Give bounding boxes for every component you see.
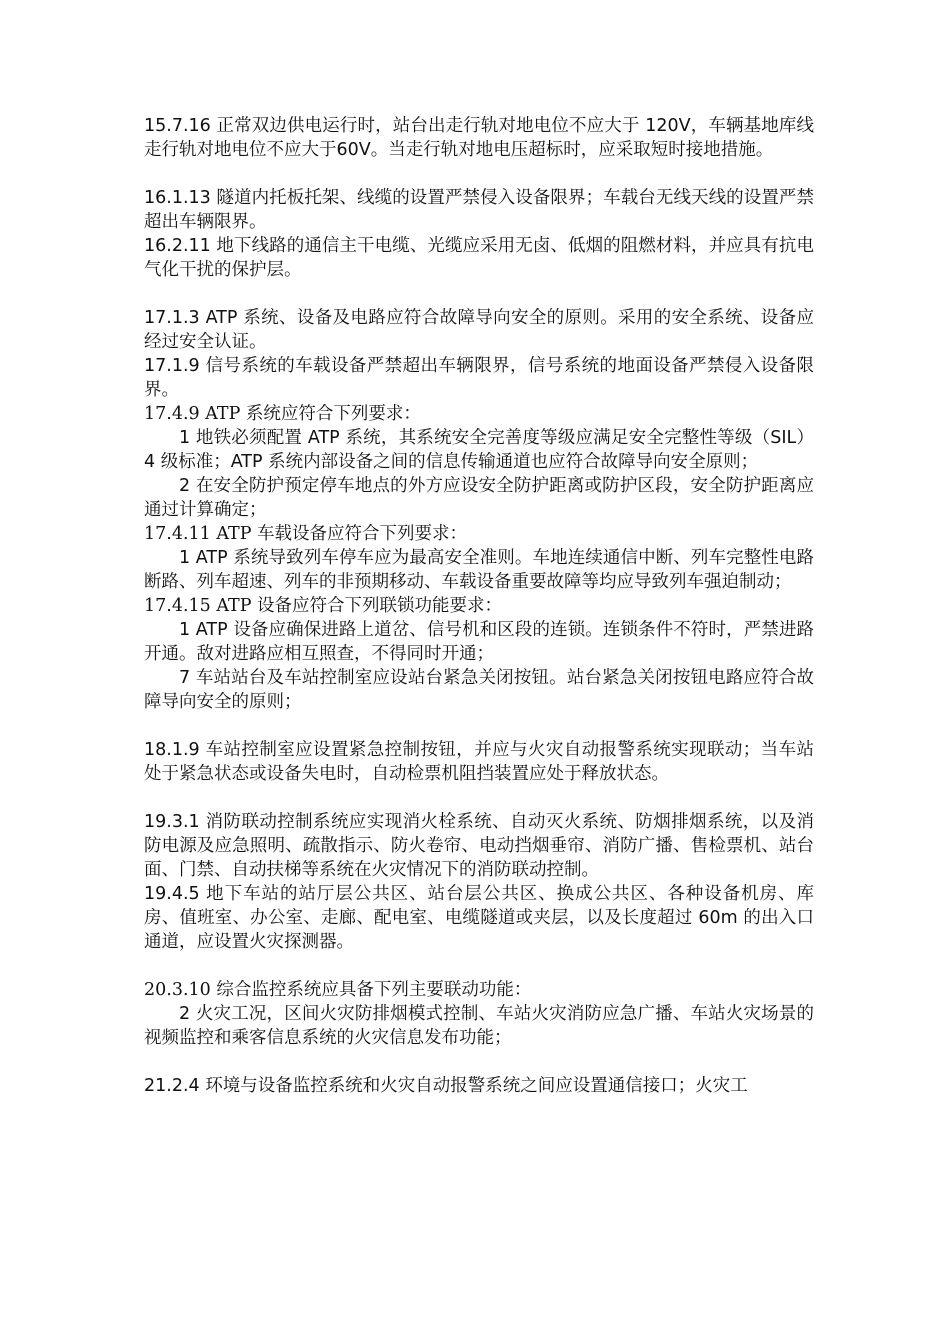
clause-18-1-9: 18.1.9 车站控制室应设置紧急控制按钮，并应与火灾自动报警系统实现联动；当车站处于紧急状态或设备失电时，自动检票机阻挡装置应处于释放状态。 xyxy=(144,740,814,784)
section-19 xyxy=(144,810,814,954)
clause-17-4-15: 17.4.15 ATP 设备应符合下列联锁功能要求： xyxy=(144,596,503,616)
clause-16-2-11: 16.2.11 地下线路的通信主干电缆、光缆应采用无卤、低烟的阻燃材料，并应具有抗电气化干扰的保护层。 xyxy=(144,236,814,280)
clause-17-4-15-item-1: 1 ATP 设备应确保进路上道岔、信号机和区段的连锁。连锁条件不符时，严禁进路开通。敌对进路应相互照查，不得同时开通； xyxy=(144,620,814,664)
section-17 xyxy=(144,306,814,714)
section-16 xyxy=(144,186,814,282)
section-20 xyxy=(144,978,814,1050)
clause-19-3-1: 19.3.1 消防联动控制系统应实现消火栓系统、自动灭火系统、防烟排烟系统，以及消防电源及应急照明、疏散指示、防火卷帘、电动挡烟垂帘、消防广播、售检票机、站台面、门禁、自动扶梯等系统在火灾情况下的消防联动控制。 xyxy=(144,812,814,880)
section-18 xyxy=(144,738,814,786)
clause-17-4-9-item-2: 2 在安全防护预定停车地点的外方应设安全防护距离或防护区段，安全防护距离应通过计算确定； xyxy=(144,476,814,520)
section-15 xyxy=(144,114,814,162)
clause-19-4-5: 19.4.5 地下车站的站厅层公共区、站台层公共区、换成公共区、各种设备机房、库房、值班室、办公室、走廊、配电室、电缆隧道或夹层，以及长度超过 60m 的出入口通道，应设置火灾探测器。 xyxy=(144,884,814,952)
clause-17-4-11-item-1: 1 ATP 系统导致列车停车应为最高安全准则。车地连续通信中断、列车完整性电路断路、列车超速、列车的非预期移动、车载设备重要故障等均应导致列车强迫制动； xyxy=(144,548,814,592)
clause-17-4-11: 17.4.11 ATP 车载设备应符合下列要求： xyxy=(144,524,468,544)
clause-20-3-10: 20.3.10 综合监控系统应具备下列主要联动功能： xyxy=(144,980,532,1000)
clause-17-1-3: 17.1.3 ATP 系统、设备及电路应符合故障导向安全的原则。采用的安全系统、设备应经过安全认证。 xyxy=(144,308,814,352)
clause-20-3-10-item-2: 2 火灾工况，区间火灾防排烟模式控制、车站火灾消防应急广播、车站火灾场景的视频监控和乘客信息系统的火灾信息发布功能； xyxy=(144,1004,814,1048)
clause-17-1-9: 17.1.9 信号系统的车载设备严禁超出车辆限界，信号系统的地面设备严禁侵入设备限界。 xyxy=(144,356,814,400)
clause-15-7-16: 15.7.16 正常双边供电运行时，站台出走行轨对地电位不应大于 120V，车辆基地库线走行轨对地电位不应大于60V。当走行轨对地电压超标时，应采取短时接地措施。 xyxy=(144,116,814,160)
clause-21-2-4: 21.2.4 环境与设备监控系统和火灾自动报警系统之间应设置通信接口；火灾工 xyxy=(144,1076,748,1096)
document-body xyxy=(144,114,814,1122)
clause-17-4-15-item-7: 7 车站站台及车站控制室应设站台紧急关闭按钮。站台紧急关闭按钮电路应符合故障导向安全的原则； xyxy=(144,668,814,712)
clause-16-1-13: 16.1.13 隧道内托板托架、线缆的设置严禁侵入设备限界；车载台无线天线的设置严禁超出车辆限界。 xyxy=(144,188,814,232)
clause-17-4-9-item-1: 1 地铁必须配置 ATP 系统，其系统安全完善度等级应满足安全完整性等级（SIL）4 级标准；ATP 系统内部设备之间的信息传输通道也应符合故障导向安全原则； xyxy=(144,428,814,472)
section-21 xyxy=(144,1074,814,1098)
clause-17-4-9: 17.4.9 ATP 系统应符合下列要求： xyxy=(144,404,421,424)
